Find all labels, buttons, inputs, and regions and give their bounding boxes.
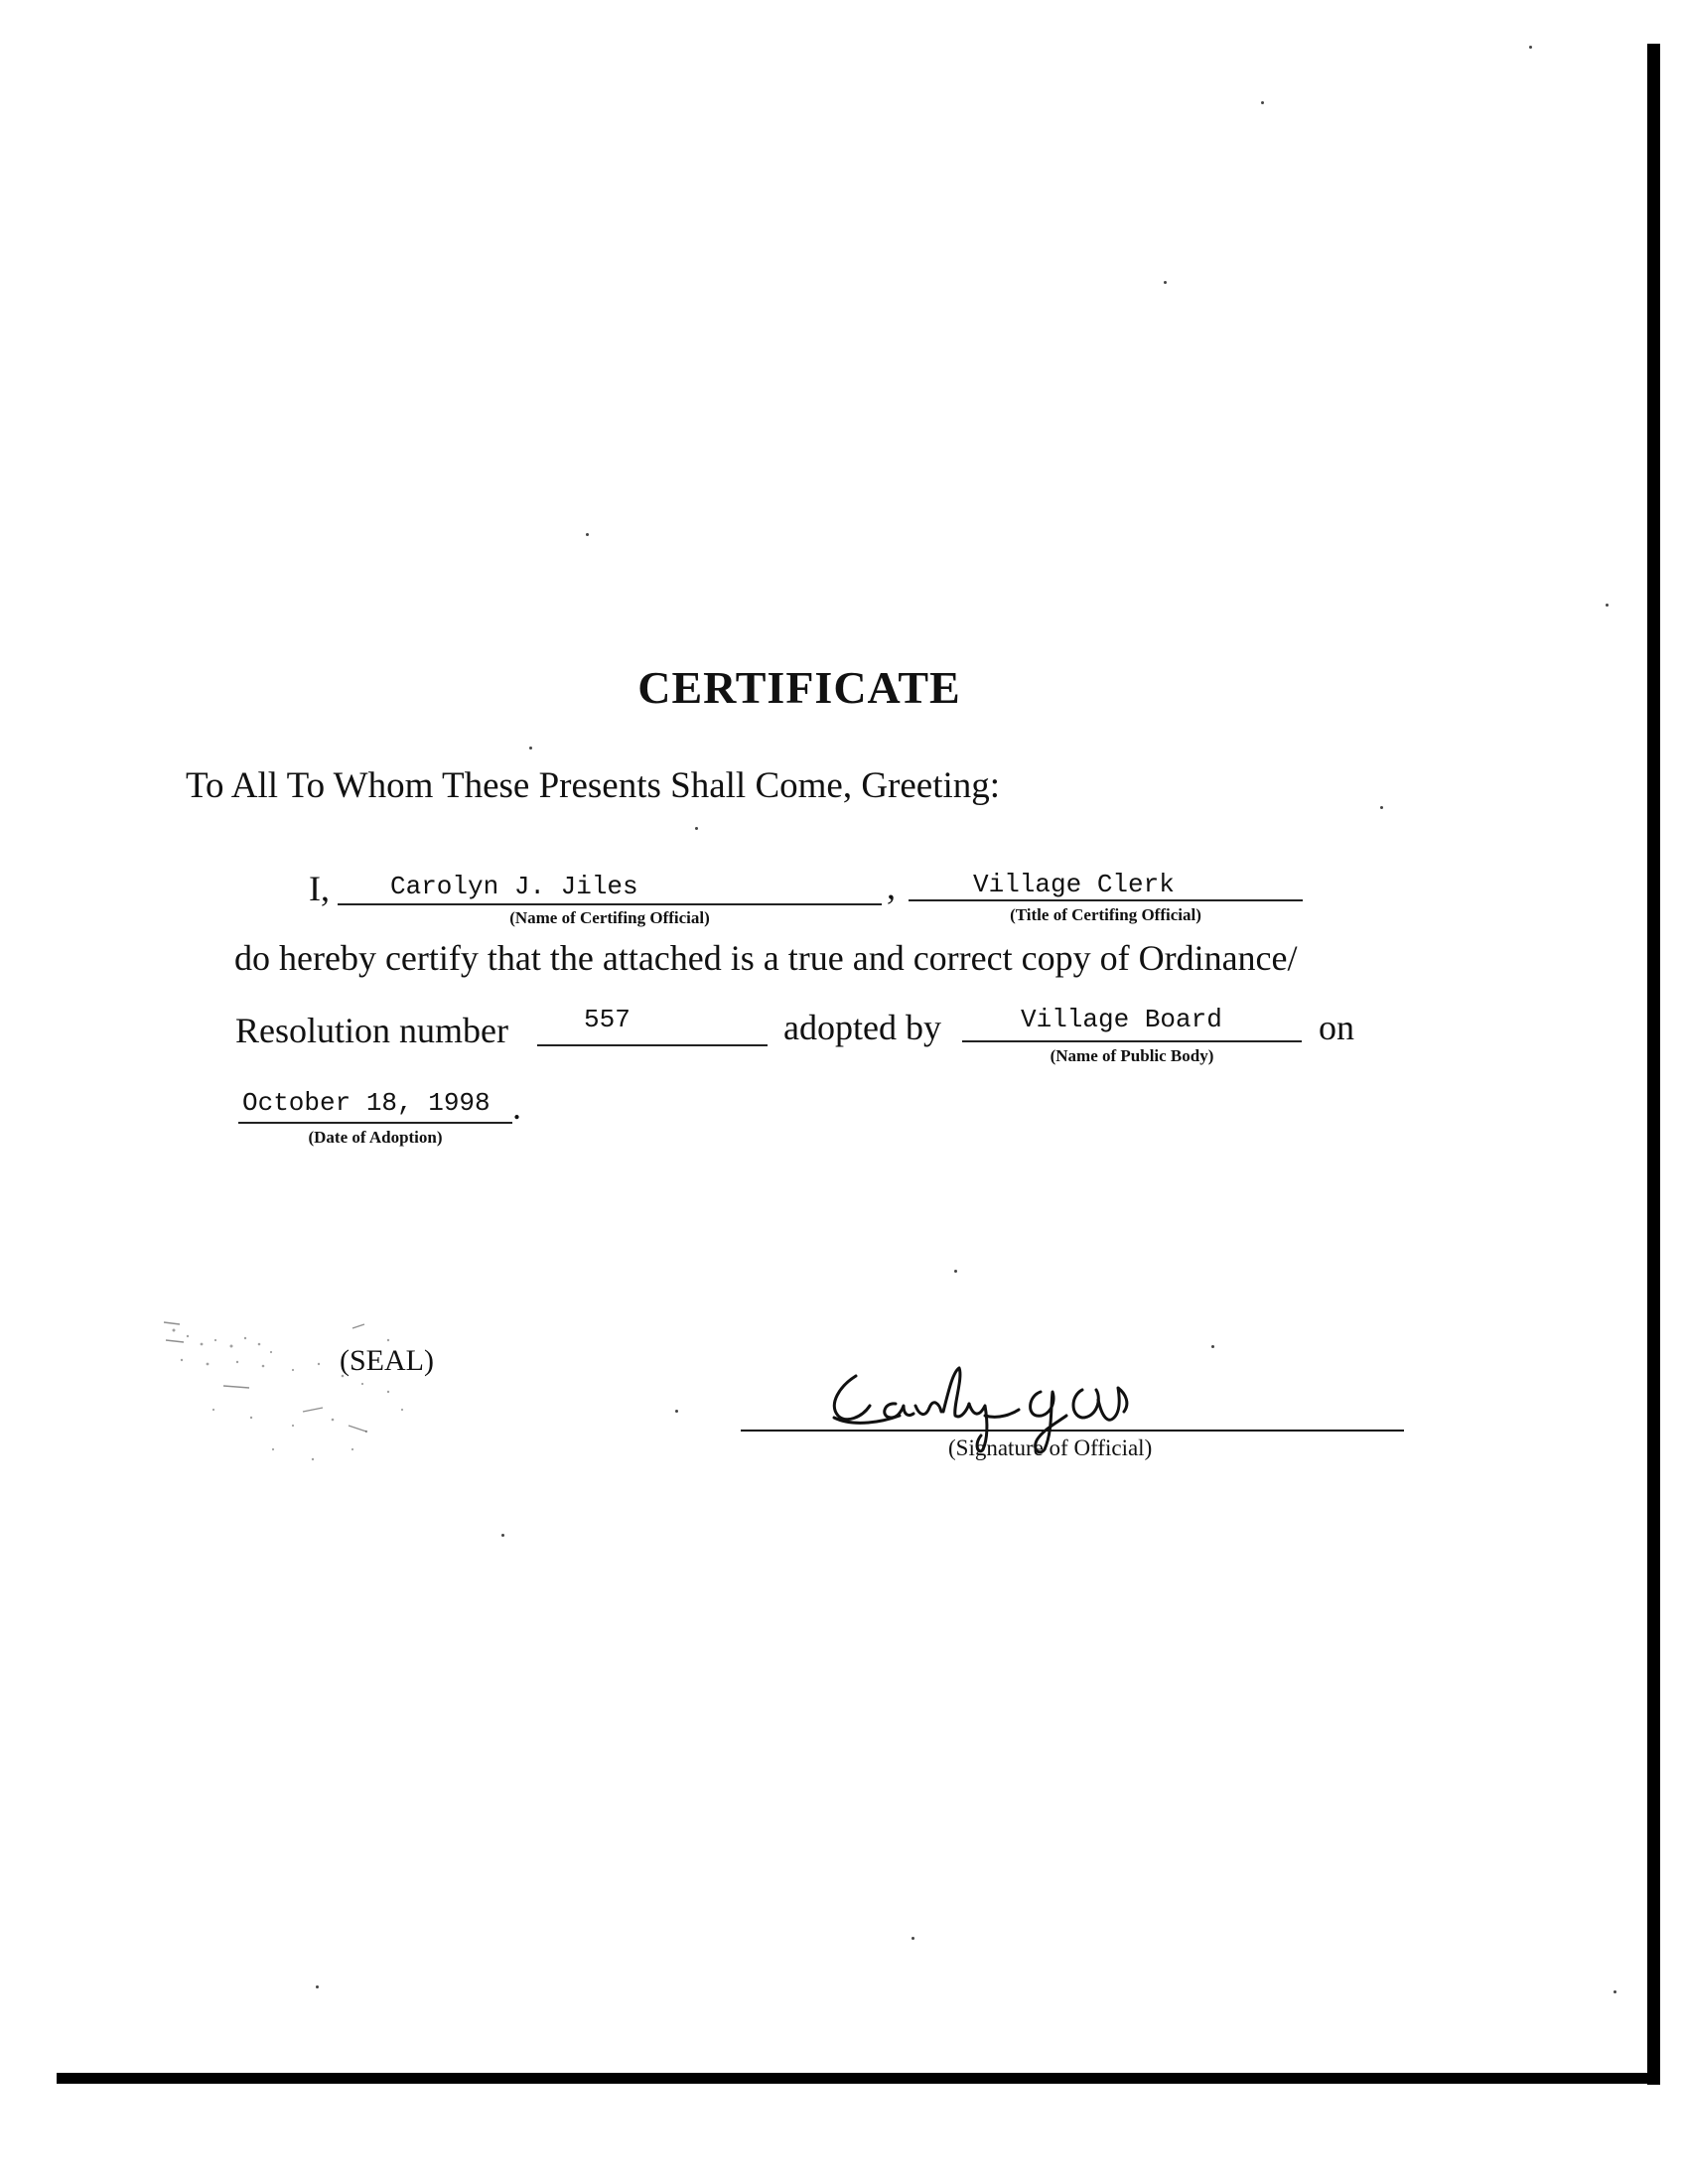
certify-statement: do hereby certify that the attached is a true and correct copy of Ordinance/ <box>234 938 1298 978</box>
scan-border-bottom <box>57 2073 1660 2084</box>
scan-speck <box>1211 1345 1214 1348</box>
public-body-caption: (Name of Public Body) <box>1050 1046 1214 1065</box>
faded-seal-impression <box>154 1300 452 1489</box>
adoption-date-value: October 18, 1998 <box>242 1088 491 1118</box>
signature-caption: (Signature of Official) <box>948 1435 1153 1460</box>
scan-speck <box>675 1410 678 1413</box>
date-period: . <box>512 1087 521 1127</box>
public-body-value: Village Board <box>1021 1005 1222 1034</box>
scan-border-right <box>1647 44 1660 2085</box>
resolution-number-value: 557 <box>584 1005 631 1034</box>
scan-speck <box>1380 806 1383 809</box>
scan-speck <box>316 1985 319 1988</box>
adoption-date-rule <box>238 1122 512 1124</box>
scan-speck <box>695 827 698 830</box>
scan-speck <box>1261 101 1264 104</box>
official-name-value: Carolyn J. Jiles <box>390 872 638 901</box>
adopted-by-text: adopted by <box>783 1008 941 1047</box>
official-name-rule <box>338 903 882 905</box>
resolution-number-rule <box>537 1044 768 1046</box>
scan-speck <box>586 533 589 536</box>
scan-speck <box>1606 604 1609 607</box>
scan-speck <box>1529 46 1532 49</box>
official-title-caption: (Title of Certifing Official) <box>1010 905 1201 924</box>
public-body-rule <box>962 1040 1302 1042</box>
scan-speck <box>954 1270 957 1273</box>
resolution-prefix: Resolution number <box>235 1011 508 1050</box>
official-name-caption: (Name of Certifing Official) <box>509 908 710 927</box>
signature-rule <box>741 1430 1404 1432</box>
on-text: on <box>1319 1008 1354 1047</box>
scan-speck <box>1164 281 1167 284</box>
certificate-title: CERTIFICATE <box>637 662 961 713</box>
intro-prefix: I, <box>309 869 330 908</box>
scan-speck <box>912 1937 914 1940</box>
comma-separator: , <box>887 867 896 906</box>
official-title-rule <box>909 899 1303 901</box>
adoption-date-caption: (Date of Adoption) <box>308 1128 443 1147</box>
scan-speck <box>501 1534 504 1537</box>
scan-speck <box>529 747 532 750</box>
official-title-value: Village Clerk <box>973 870 1175 899</box>
seal-label: (SEAL) <box>340 1344 434 1377</box>
scan-speck <box>1614 1990 1616 1993</box>
greeting-line: To All To Whom These Presents Shall Come, Greeting: <box>186 765 1001 806</box>
